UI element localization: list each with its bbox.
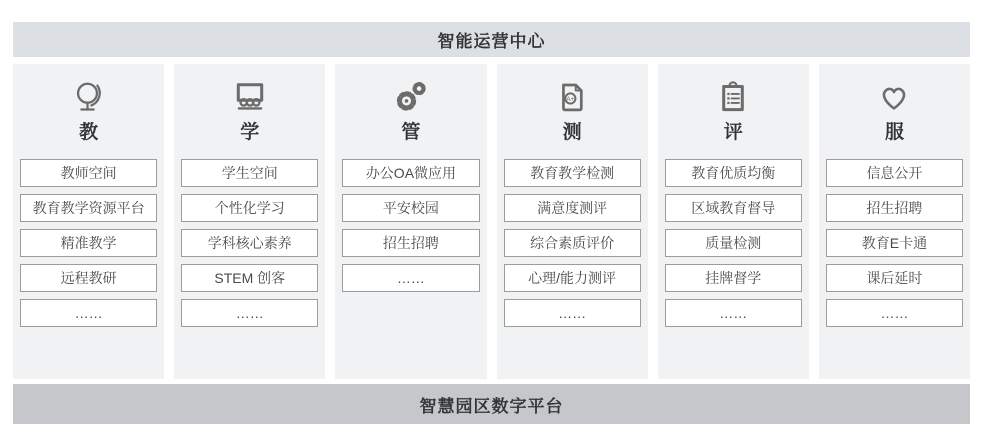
column-header-evaluate: 评 [723,122,743,143]
column-header-serve: 服 [884,122,904,143]
item-list [497,159,648,327]
column-header-teach: 教 [79,122,99,143]
grade-report-icon [497,78,648,116]
item-box: 精准教学 [20,229,157,257]
column-header-test: 测 [562,122,582,143]
column-learn [174,64,325,379]
item-box: 学科核心素养 [181,229,318,257]
item-box: 教师空间 [20,159,157,187]
item-box: STEM 创客 [181,264,318,292]
item-box-ellipsis: …… [20,299,157,327]
bottom-banner [13,384,970,424]
column-header-manage: 管 [401,122,421,143]
classroom-icon [174,78,325,116]
item-box: 综合素质评价 [504,229,641,257]
item-list [174,159,325,327]
bottom-banner-title: 智慧园区数字平台 [419,396,564,416]
item-box: 招生招聘 [826,194,963,222]
column-manage [335,64,486,379]
grade-report-icon-text: A+ [566,95,575,103]
item-box: 办公OA微应用 [342,159,479,187]
item-box: 质量检测 [665,229,802,257]
item-box: 平安校园 [342,194,479,222]
item-list [658,159,809,327]
gears-icon [335,78,486,116]
column-serve [819,64,970,379]
item-box: 教育教学资源平台 [20,194,157,222]
column-header-learn: 学 [240,122,260,143]
item-box: 教育E卡通 [826,229,963,257]
item-list [819,159,970,327]
item-box: 满意度测评 [504,194,641,222]
item-box: 远程教研 [20,264,157,292]
item-box-ellipsis: …… [342,264,479,292]
item-box-ellipsis: …… [665,299,802,327]
item-box: 心理/能力测评 [504,264,641,292]
item-box: 区域教育督导 [665,194,802,222]
top-banner-title: 智能运营中心 [437,32,546,51]
item-box-ellipsis: …… [504,299,641,327]
column-evaluate [658,64,809,379]
heart-icon [819,78,970,116]
item-list [13,159,164,327]
item-box-ellipsis: …… [826,299,963,327]
pillar-columns [13,64,970,379]
item-box: 课后延时 [826,264,963,292]
top-banner [13,22,970,57]
item-box: 学生空间 [181,159,318,187]
clipboard-icon [658,78,809,116]
item-box: 挂牌督学 [665,264,802,292]
item-box: 信息公开 [826,159,963,187]
item-list [335,159,486,292]
item-box: 教育教学检测 [504,159,641,187]
item-box: 招生招聘 [342,229,479,257]
item-box-ellipsis: …… [181,299,318,327]
item-box: 教育优质均衡 [665,159,802,187]
item-box: 个性化学习 [181,194,318,222]
column-teach [13,64,164,379]
column-test [497,64,648,379]
globe-icon [13,78,164,116]
